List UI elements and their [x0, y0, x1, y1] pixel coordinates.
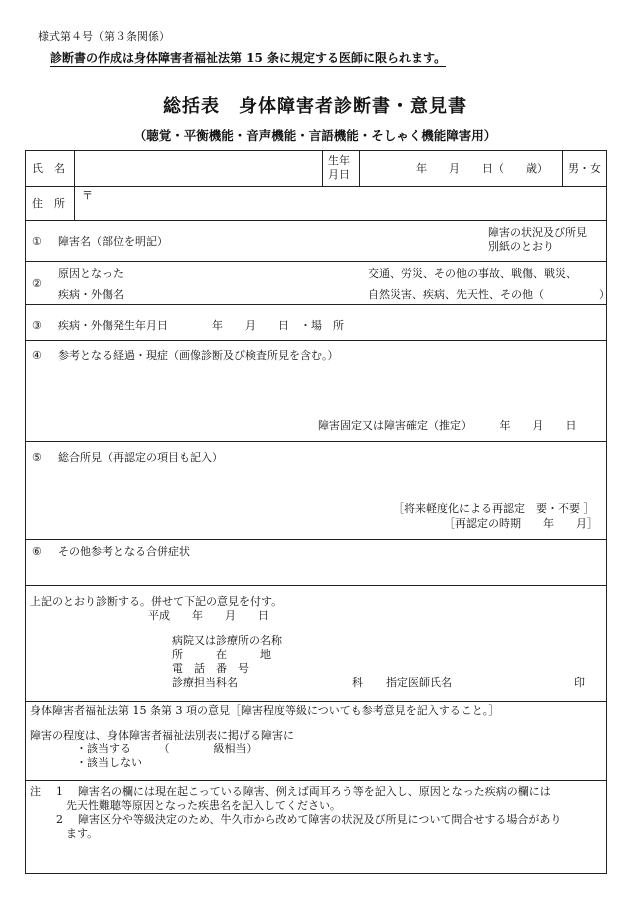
item-number: ②: [32, 277, 42, 290]
birth-label: 生年: [328, 154, 350, 167]
note-text: 障害区分や等級決定のため、牛久市から改めて障害の状況及び所見について問合せする場合があり: [78, 813, 562, 826]
phone-label: 電 話 番 号: [172, 662, 249, 675]
overall-findings-label: 総合所見（再認定の項目も記入）: [58, 451, 223, 464]
item-number: ①: [32, 235, 42, 248]
diagnosis-statement: 上記のとおり診断する。併せて下記の意見を付す。: [30, 595, 283, 608]
row-divider: [26, 441, 606, 442]
note-text: 障害名の欄には現在起こっている障害、例えば両耳ろう等を記入し、原因となった疾病の欄には: [78, 785, 551, 798]
note-text: 先天性難聴等原因となった疾患名を記入してください。: [66, 799, 341, 812]
department-suffix: 科: [352, 676, 363, 689]
row-divider: [26, 780, 606, 781]
row-divider: [26, 261, 606, 262]
col-divider: [322, 151, 323, 186]
status-note: 障害の状況及び所見: [488, 226, 587, 239]
cause-label: 原因となった: [58, 267, 124, 280]
overall-findings-field[interactable]: [58, 467, 598, 499]
birthdate-field[interactable]: 年 月 日（ 歳）: [416, 162, 548, 175]
note-number: 1: [56, 785, 63, 798]
sex-field[interactable]: 男・女: [568, 162, 601, 175]
fixed-date-line: 障害固定又は障害確定（推定） 年 月 日: [318, 419, 577, 432]
doctor-notice: 診断書の作成は身体障害者福祉法第 15 条に規定する医師に限られます。: [50, 51, 447, 65]
item-number: ⑤: [32, 451, 42, 464]
note-text: ます。: [66, 827, 99, 840]
certificate-form: [25, 150, 610, 874]
hospital-name-label: 病院又は診療所の名称: [172, 634, 282, 647]
clinical-course-label: 参考となる経過・現症（画像診断及び検査所見を含む。）: [58, 349, 339, 362]
row-divider: [26, 701, 606, 702]
col-divider: [359, 151, 360, 186]
clinical-course-field[interactable]: [58, 365, 598, 415]
col-divider: [74, 151, 75, 220]
option-not-applicable[interactable]: ・該当しない: [76, 756, 142, 769]
recertification-time[interactable]: ［再認定の時期 年 月］: [444, 517, 598, 530]
page-title: 総括表 身体障害者診断書・意見書: [163, 96, 467, 117]
row-divider: [26, 585, 606, 586]
cause-options[interactable]: 交通、労災、その他の事故、戦傷、戦災、: [368, 267, 577, 280]
diagnosis-date[interactable]: 平成 年 月 日: [148, 609, 269, 622]
option-applicable[interactable]: ・該当する （ 級相当）: [76, 742, 258, 755]
name-field[interactable]: [78, 154, 318, 183]
seal-mark: 印: [574, 676, 585, 689]
address-field[interactable]: [96, 189, 596, 217]
form-number: 様式第４号（第３条関係）: [38, 30, 170, 43]
row-divider: [26, 220, 606, 221]
item-number: ⑥: [32, 545, 42, 558]
status-note: 別紙のとおり: [488, 240, 554, 253]
complications-field[interactable]: [58, 561, 598, 581]
degree-statement: 障害の程度は、身体障害者福祉法別表に掲げる障害に: [30, 729, 294, 742]
cause-label: 疾病・外傷名: [58, 288, 124, 301]
name-label: 氏 名: [32, 162, 65, 175]
row-divider: [26, 340, 606, 341]
row-divider: [26, 186, 606, 187]
note-number: 2: [56, 813, 63, 826]
address-label: 住 所: [32, 197, 65, 210]
item-number: ④: [32, 349, 42, 362]
opinion-heading: 身体障害者福祉法第 15 条第 3 項の意見［障害程度等級についても参考意見を記入すること。］: [30, 704, 500, 717]
postal-mark: 〒: [82, 189, 93, 202]
birth-label: 月日: [328, 168, 350, 181]
disability-name-label: 障害名（部位を明記）: [58, 235, 168, 248]
location-label: 所 在 地: [172, 648, 271, 661]
complications-label: その他参考となる合併症状: [58, 545, 190, 558]
row-divider: [26, 304, 606, 305]
row-divider: [26, 539, 606, 540]
page-subtitle: （聴覚・平衡機能・音声機能・言語機能・そしゃく機能障害用）: [133, 128, 497, 143]
department-label: 診療担当科名: [172, 676, 238, 689]
item-number: ③: [32, 319, 42, 332]
recertification-need[interactable]: ［将来軽度化による再認定 要・不要 ］: [393, 502, 595, 515]
cause-options[interactable]: 自然災害、疾病、先天性、その他（ ）: [368, 288, 610, 301]
onset-date-label: 疾病・外傷発生年月日 年 月 日 ・場 所: [58, 319, 344, 332]
col-divider: [562, 151, 563, 186]
doctor-name-label: 指定医師氏名: [386, 676, 452, 689]
notes-label: 注: [30, 785, 41, 798]
